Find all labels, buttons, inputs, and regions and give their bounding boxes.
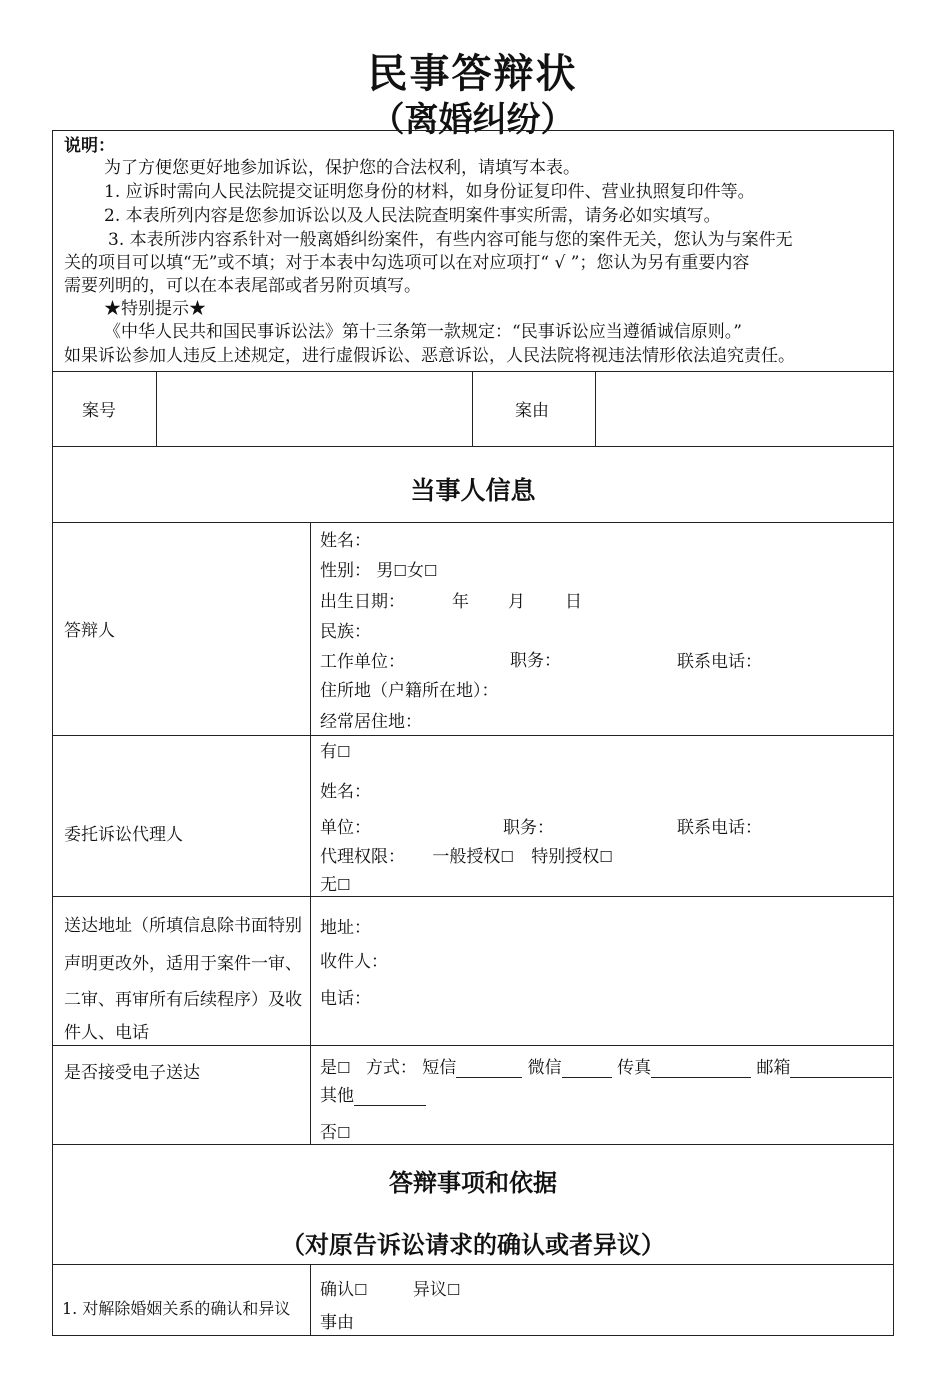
divider: [52, 522, 894, 523]
case-number-field[interactable]: [158, 373, 470, 445]
respondent-workplace: 工作单位：: [320, 652, 405, 672]
general-authority-checkbox[interactable]: ☐: [500, 848, 514, 866]
notes-line: 1. 应诉时需向人民法院提交证明您身份的材料，如身份证复印件、营业执照复印件等。: [104, 182, 755, 202]
service-label-line: 件人、电话: [64, 1023, 149, 1043]
agent-authority: [320, 847, 613, 867]
service-recipient: 收件人：: [320, 952, 388, 972]
notes-line: 2. 本表所列内容是您参加诉讼以及人民法院查明案件事实所需，请务必如实填写。: [104, 206, 721, 226]
respondent-name: 姓名：: [320, 531, 371, 551]
birth-day: 日: [565, 592, 582, 612]
object-label: 异议: [412, 1280, 447, 1300]
respondent-phone: 联系电话：: [677, 652, 762, 672]
case-reason-label: 案由: [515, 401, 549, 421]
document-subtitle: （离婚纠纷）: [370, 100, 575, 140]
general-authority-option[interactable]: [432, 847, 513, 867]
authority-label: 代理权限：: [320, 847, 405, 867]
notes-line: 3. 本表所涉内容系针对一般离婚纠纷案件，有些内容可能与您的案件无关，您认为与案件无: [108, 230, 793, 250]
notes-line: 为了方便您更好地参加诉讼，保护您的合法权利，请填写本表。: [104, 158, 580, 178]
divider: [52, 371, 894, 372]
item1-label: 1. 对解除婚姻关系的确认和异议: [62, 1299, 291, 1318]
divider: [52, 1144, 894, 1145]
item1-reason: 事由: [320, 1313, 354, 1333]
special-authority-label: 特别授权: [531, 847, 600, 867]
method-label: 方式：: [365, 1058, 417, 1078]
electronic-no-label: 否: [320, 1123, 337, 1143]
confirm-checkbox[interactable]: ☐: [354, 1281, 368, 1299]
divider: [52, 735, 894, 736]
notes-line: 如果诉讼参加人违反上述规定，进行虚假诉讼、恶意诉讼，人民法院将视违法情形依法追究责任。: [64, 346, 795, 366]
male-label: 男: [376, 561, 394, 581]
electronic-label: 是否接受电子送达: [64, 1063, 200, 1083]
other-field[interactable]: [354, 1085, 426, 1106]
agent-label: 委托诉讼代理人: [64, 825, 183, 845]
respondent-birth-label: 出生日期：: [320, 592, 405, 612]
electronic-yes-option[interactable]: [320, 1058, 350, 1078]
agent-position: 职务：: [503, 818, 554, 838]
case-number-label: 案号: [82, 401, 116, 421]
electronic-other: [320, 1085, 426, 1106]
female-label: 女: [406, 561, 424, 581]
agent-name: 姓名：: [320, 782, 371, 802]
electronic-no-option[interactable]: [320, 1123, 350, 1143]
service-phone: 电话：: [320, 989, 371, 1009]
fax-label: 传真: [617, 1058, 652, 1078]
case-reason-field[interactable]: [597, 373, 892, 445]
special-authority-option[interactable]: [531, 847, 612, 867]
service-label-line: 声明更改外，适用于案件一审、: [64, 954, 302, 974]
wechat-label: 微信: [527, 1058, 562, 1078]
birth-month: 月: [508, 592, 525, 612]
divider: [52, 1264, 894, 1265]
general-authority-label: 一般授权: [432, 847, 501, 867]
service-address: 地址：: [320, 918, 371, 938]
agent-no-checkbox[interactable]: ☐: [337, 876, 351, 894]
respondent-domicile: 住所地（户籍所在地）：: [320, 681, 499, 701]
email-field[interactable]: [790, 1057, 892, 1078]
respondent-ethnicity: 民族：: [320, 622, 371, 642]
divider: [310, 522, 311, 1145]
electronic-options: [320, 1057, 892, 1078]
sms-label: 短信: [422, 1058, 457, 1078]
object-checkbox[interactable]: ☐: [446, 1281, 461, 1299]
special-authority-checkbox[interactable]: ☐: [599, 848, 613, 866]
notes-line: 《中华人民共和国民事诉讼法》第十三条第一款规定：“民事诉讼应当遵循诚信原则。”: [104, 322, 742, 342]
wechat-field[interactable]: [562, 1057, 612, 1078]
fax-field[interactable]: [651, 1057, 751, 1078]
female-checkbox[interactable]: ☐: [423, 562, 438, 580]
divider: [310, 1264, 311, 1336]
divider: [52, 1045, 894, 1046]
respondent-label: 答辩人: [64, 621, 115, 641]
electronic-yes-checkbox[interactable]: ☐: [337, 1059, 351, 1077]
sms-field[interactable]: [456, 1057, 522, 1078]
divider: [472, 371, 473, 446]
respondent-gender: [320, 561, 437, 581]
service-label-line: 送达地址（所填信息除书面特别: [64, 916, 302, 936]
agent-yes-checkbox[interactable]: ☐: [337, 743, 351, 761]
agent-yes-label: 有: [320, 742, 337, 762]
divider: [595, 371, 596, 446]
female-option[interactable]: [407, 561, 437, 581]
divider: [52, 446, 894, 447]
electronic-no-checkbox[interactable]: ☐: [337, 1124, 351, 1142]
defense-section-title: 答辩事项和依据: [389, 1169, 557, 1197]
notes-line: 关的项目可以填“无”或不填；对于本表中勾选项可以在对应项打“ √ ”；您认为另有重要内容: [64, 253, 750, 273]
other-label: 其他: [320, 1086, 354, 1106]
confirm-label: 确认: [320, 1280, 354, 1300]
electronic-yes-label: 是: [320, 1058, 337, 1078]
agent-unit: 单位：: [320, 818, 371, 838]
male-checkbox[interactable]: ☐: [393, 562, 407, 580]
item1-options: [320, 1280, 460, 1300]
party-section-title: 当事人信息: [410, 476, 536, 505]
defense-section-subtitle: （对原告诉讼请求的确认或者异议）: [281, 1231, 665, 1259]
confirm-option[interactable]: [320, 1280, 367, 1300]
male-option[interactable]: [376, 561, 406, 581]
agent-no-label: 无: [320, 875, 337, 895]
special-notice-heading: ★特别提示★: [104, 299, 206, 319]
agent-yes-option[interactable]: [320, 742, 350, 762]
service-label-line: 二审、再审所有后续程序）及收: [64, 990, 302, 1010]
object-option[interactable]: [413, 1280, 460, 1300]
notes-line: 需要列明的，可以在本表尾部或者另附页填写。: [64, 276, 421, 296]
respondent-residence: 经常居住地：: [320, 712, 422, 732]
divider: [52, 896, 894, 897]
birth-year: 年: [452, 592, 469, 612]
respondent-position: 职务：: [510, 651, 561, 671]
divider: [156, 371, 157, 446]
email-label: 邮箱: [756, 1058, 791, 1078]
gender-label: 性别：: [320, 561, 371, 581]
notes-heading: 说明：: [64, 136, 115, 156]
document-title: 民事答辩状: [367, 50, 578, 97]
agent-phone: 联系电话：: [677, 818, 762, 838]
agent-no-option[interactable]: [320, 875, 350, 895]
